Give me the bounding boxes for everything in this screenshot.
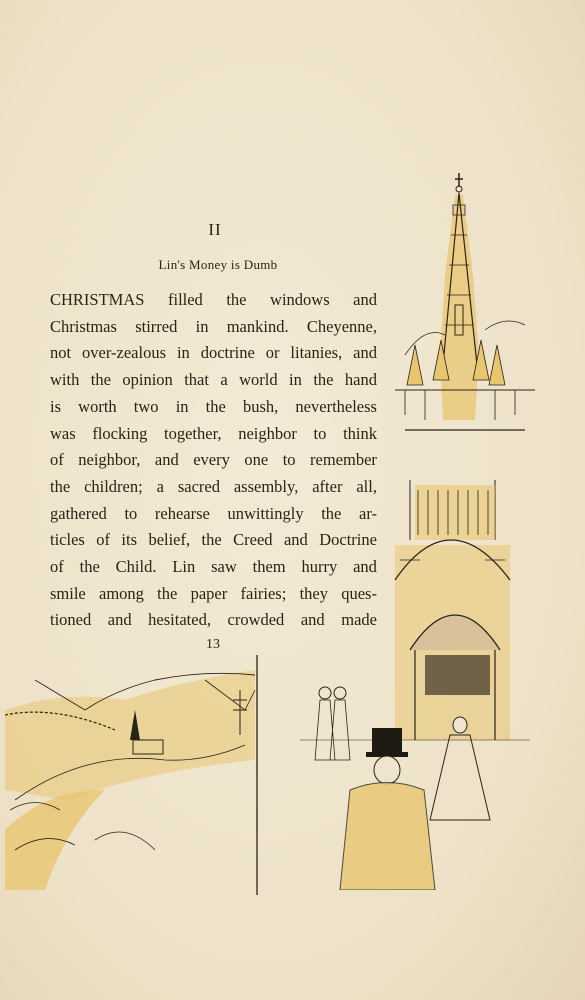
body-word: think [343, 423, 377, 443]
body-word: the [90, 370, 111, 390]
body-word: stirred [135, 316, 178, 336]
body-word: windows [270, 290, 330, 309]
body-word: and [353, 343, 377, 363]
body-word: neighbor, [78, 450, 141, 470]
body-word: smile [50, 583, 86, 603]
body-word: fairies; [240, 583, 287, 603]
body-word: remember [310, 450, 377, 470]
body-word: and [283, 530, 308, 550]
body-line [50, 474, 377, 501]
body-word: litanies, [290, 343, 343, 363]
body-word: all, [356, 476, 377, 496]
body-line [50, 527, 377, 554]
body-line [50, 554, 377, 581]
body-word: the [226, 290, 247, 309]
body-line [50, 340, 377, 367]
body-word: Child. [115, 557, 157, 577]
valley-town-landscape-illustration [5, 650, 265, 900]
body-word: its [121, 530, 138, 550]
body-word: and [154, 450, 179, 470]
body-word: nevertheless [295, 396, 377, 416]
body-line [50, 287, 377, 314]
body-line [50, 607, 377, 634]
body-line [50, 421, 377, 448]
body-word: of [50, 557, 64, 577]
body-word: two [133, 396, 159, 416]
body-line [50, 501, 377, 528]
body-word: the [79, 557, 100, 577]
body-word: the [205, 396, 226, 416]
body-word: of [96, 530, 110, 550]
body-word: was [50, 423, 76, 443]
body-line [50, 367, 377, 394]
body-word: a [220, 370, 228, 390]
body-word: Doctrine [319, 530, 377, 550]
body-word: after [312, 476, 343, 496]
body-line [50, 394, 377, 421]
body-word: every [193, 450, 230, 470]
body-word: sacred [177, 476, 220, 496]
page-number: 13 [206, 637, 220, 652]
chapter-title: Lin's Money is Dumb [158, 257, 278, 272]
body-word: and [353, 557, 377, 577]
body-word: of [50, 450, 64, 470]
body-word: in [175, 396, 189, 416]
body-word: Creed [233, 530, 273, 550]
body-word: Cheyenne, [306, 316, 377, 336]
body-word: is [50, 396, 62, 416]
body-word: or [265, 343, 280, 363]
body-word: and [107, 610, 132, 630]
body-word: and [300, 610, 325, 630]
body-word: to [124, 503, 138, 523]
body-word: and [353, 290, 377, 309]
body-text [50, 287, 377, 634]
body-word: in [176, 343, 190, 363]
body-word: flocking [92, 423, 148, 443]
body-word: them [252, 557, 286, 577]
body-word: neighbor [238, 423, 297, 443]
body-word: to [313, 423, 327, 443]
body-word: opinion [122, 370, 173, 390]
body-word: belief, [148, 530, 191, 550]
body-word: that [184, 370, 209, 390]
body-word: in [289, 370, 302, 390]
body-word: crowded [227, 610, 285, 630]
body-word: filled [167, 290, 203, 309]
body-word: world [239, 370, 278, 390]
body-line [50, 581, 377, 608]
chapter-number: II [208, 220, 222, 239]
body-word: gathered [50, 503, 107, 523]
body-word: assembly, [233, 476, 299, 496]
body-word: Lin [172, 557, 196, 577]
body-word: the [313, 370, 334, 390]
body-word: mankind. [226, 316, 289, 336]
body-word: ar- [359, 503, 377, 523]
body-word: tioned [50, 610, 92, 630]
body-word: a [156, 476, 164, 496]
body-word: rehearse [154, 503, 210, 523]
body-word: CHRISTMAS [50, 290, 145, 309]
body-word: among [99, 583, 144, 603]
body-word: worth [78, 396, 117, 416]
body-word: bush, [242, 396, 279, 416]
body-word: doctrine [200, 343, 255, 363]
body-word: the [50, 476, 71, 496]
body-word: ticles [50, 530, 85, 550]
body-word: one [244, 450, 269, 470]
body-word: together, [164, 423, 222, 443]
body-word: the [201, 530, 222, 550]
body-word: hesitated, [148, 610, 211, 630]
body-word: the [157, 583, 178, 603]
body-word: Christmas [50, 316, 117, 336]
body-word: children; [84, 476, 143, 496]
body-word: not [50, 343, 72, 363]
body-word: with [50, 370, 80, 390]
body-word: paper [190, 583, 228, 603]
body-word: to [282, 450, 296, 470]
body-word: unwittingly [227, 503, 304, 523]
body-word: over-zealous [82, 343, 166, 363]
body-word: they [299, 583, 328, 603]
body-word: in [195, 316, 209, 336]
church-spire-illustration [385, 165, 545, 435]
body-word: hand [344, 370, 377, 390]
body-line [50, 314, 377, 341]
body-word: the [321, 503, 342, 523]
body-word: made [341, 610, 377, 630]
body-word: saw [211, 557, 237, 577]
body-word: ques- [341, 583, 377, 603]
body-line [50, 447, 377, 474]
body-word: hurry [301, 557, 338, 577]
